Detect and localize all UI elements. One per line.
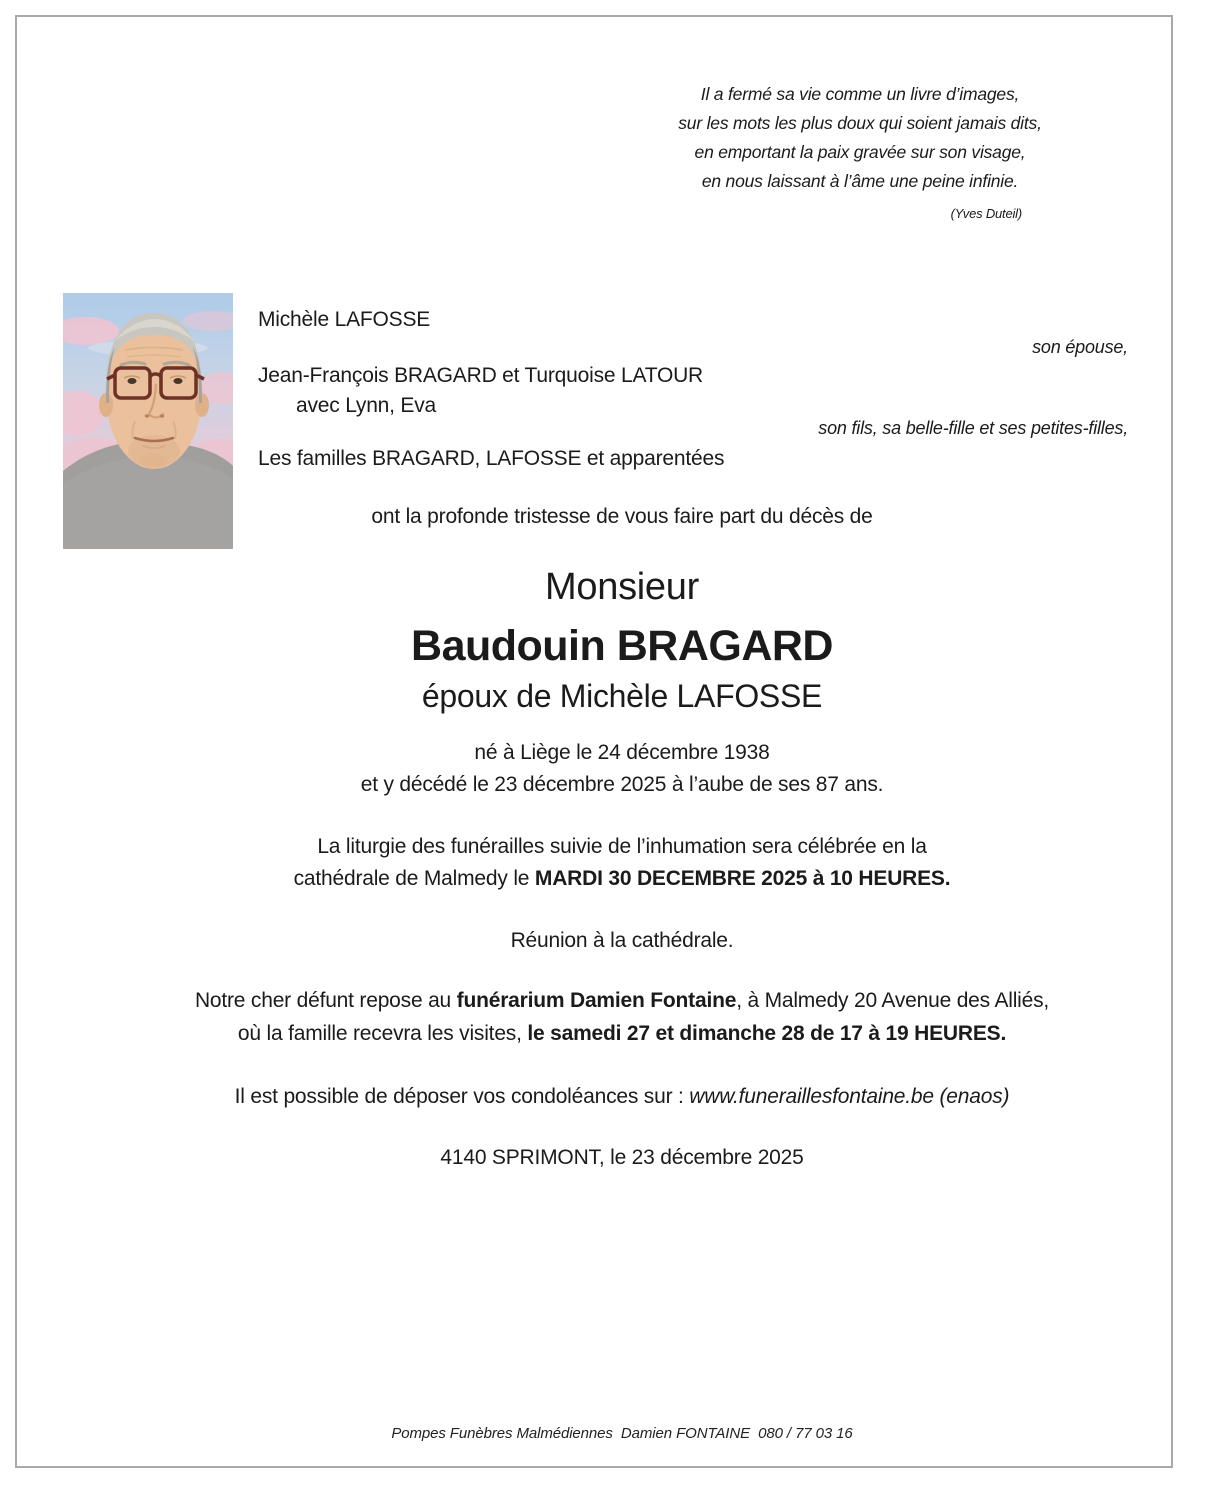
poem-line-3: en emportant la paix gravée sur son visage,	[694, 142, 1026, 162]
funeral-home-footer: Pompes Funèbres Malmédiennes Damien FONTAINE 080 / 77 03 16	[391, 1425, 853, 1442]
deceased-name: Baudouin BRAGARD	[411, 622, 833, 670]
memorial-poem	[610, 80, 1110, 222]
poem-line-4: en nous laissant à l’âme une peine infinie.	[701, 171, 1019, 191]
son-and-daughter-in-law: Jean-François BRAGARD et Turquoise LATOUR	[258, 364, 704, 387]
dateline: 4140 SPRIMONT, le 23 décembre 2025	[440, 1146, 804, 1169]
poem-line-2: sur les mots les plus doux qui soient jamais dits,	[678, 113, 1042, 133]
liturgy-line-2-normal: cathédrale de Malmedy le	[293, 867, 535, 890]
meeting-line: Réunion à la cathédrale.	[510, 929, 734, 952]
visitation-line-1	[122, 988, 1122, 1014]
death-line: et y décédé le 23 décembre 2025 à l’aube de ses 87 ans.	[360, 773, 884, 796]
visitation-line-1-normal-1: Notre cher défunt repose au	[194, 989, 457, 1012]
liturgy-line-2-bold: MARDI 30 DECEMBRE 2025 à 10 HEURES.	[534, 867, 951, 890]
spouse-of-line: époux de Michèle LAFOSSE	[421, 678, 823, 714]
condolences-website: www.funeraillesfontaine.be (enaos)	[689, 1085, 1010, 1108]
condolences-prefix: Il est possible de déposer vos condoléances sur :	[234, 1085, 690, 1108]
spouse-relation: son épouse,	[1032, 337, 1128, 357]
visitation-line-2-normal: où la famille recevra les visites,	[237, 1022, 528, 1045]
visitation-line-1-normal-2: , à Malmedy 20 Avenue des Alliés,	[736, 989, 1050, 1012]
grandchildren-line: avec Lynn, Eva	[296, 394, 437, 417]
liturgy-line-1: La liturgie des funérailles suivie de l’inhumation sera célébrée en la	[317, 835, 927, 858]
poem-line-1: Il a fermé sa vie comme un livre d’images,	[700, 84, 1020, 104]
families-line: Les familles BRAGARD, LAFOSSE et apparentées	[258, 447, 725, 470]
poem-attribution: (Yves Duteil)	[950, 206, 1022, 221]
visitation-hours: le samedi 27 et dimanche 28 de 17 à 19 HEURES.	[527, 1022, 1007, 1045]
liturgy-line-2	[122, 866, 1122, 892]
son-relation: son fils, sa belle-fille et ses petites-filles,	[818, 418, 1128, 438]
visitation-line-2	[122, 1021, 1122, 1047]
civility-title: Monsieur	[545, 566, 699, 608]
birth-line: né à Liège le 24 décembre 1938	[474, 741, 770, 764]
announcement-intro: ont la profonde tristesse de vous faire part du décès de	[371, 505, 873, 528]
condolences-line	[122, 1084, 1122, 1110]
spouse-name: Michèle LAFOSSE	[258, 308, 431, 331]
funeral-home-name: funérarium Damien Fontaine	[456, 989, 737, 1012]
